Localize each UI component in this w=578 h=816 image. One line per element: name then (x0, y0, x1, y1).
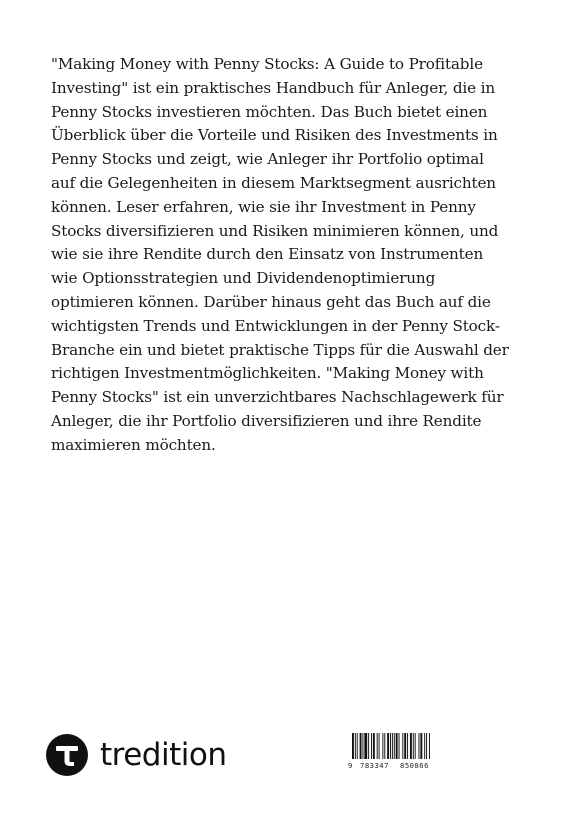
tredition-logo-icon (46, 734, 88, 776)
publisher-logo (46, 732, 226, 778)
barcode-group-2: 850866 (400, 761, 429, 770)
book-description: "Making Money with Penny Stocks: A Guide to Profitable Investing" ist ein praktisches Handbuch für Anleger, die in Penny Stocks investieren möchten. Das Buch bietet einen Überblick über die Vorteile und Risiken des Investments in Penny Stocks und zeigt, wie Anleger ihr Portfolio optimal auf die Gelegenheiten in diesem Marktsegment ausrichten können. Leser erfahren, wie sie ihr Investment in Penny Stocks diversifizieren und Risiken minimieren können, und wie sie ihre Rendite durch den Einsatz von Instrumenten wie Optionsstrategien und Dividendenoptimierung optimieren können. Darüber hinaus geht das Buch auf die wichtigsten Trends und Entwicklungen in der Penny Stock-Branche ein und bietet praktische Tipps für die Auswahl der richtigen Investmentmöglichkeiten. "Making Money with Penny Stocks" ist ein unverzichtbares Nachschlagewerk für Anleger, die ihr Portfolio diversifizieren und ihre Rendite maximieren möchten. (51, 55, 509, 454)
publisher-name: tredition (100, 736, 227, 773)
barcode-group-1: 783347 (360, 761, 389, 770)
isbn-barcode (348, 733, 448, 769)
barcode-lead-digit: 9 (348, 761, 353, 770)
barcode-bars (348, 733, 448, 761)
barcode-digits (348, 762, 448, 769)
